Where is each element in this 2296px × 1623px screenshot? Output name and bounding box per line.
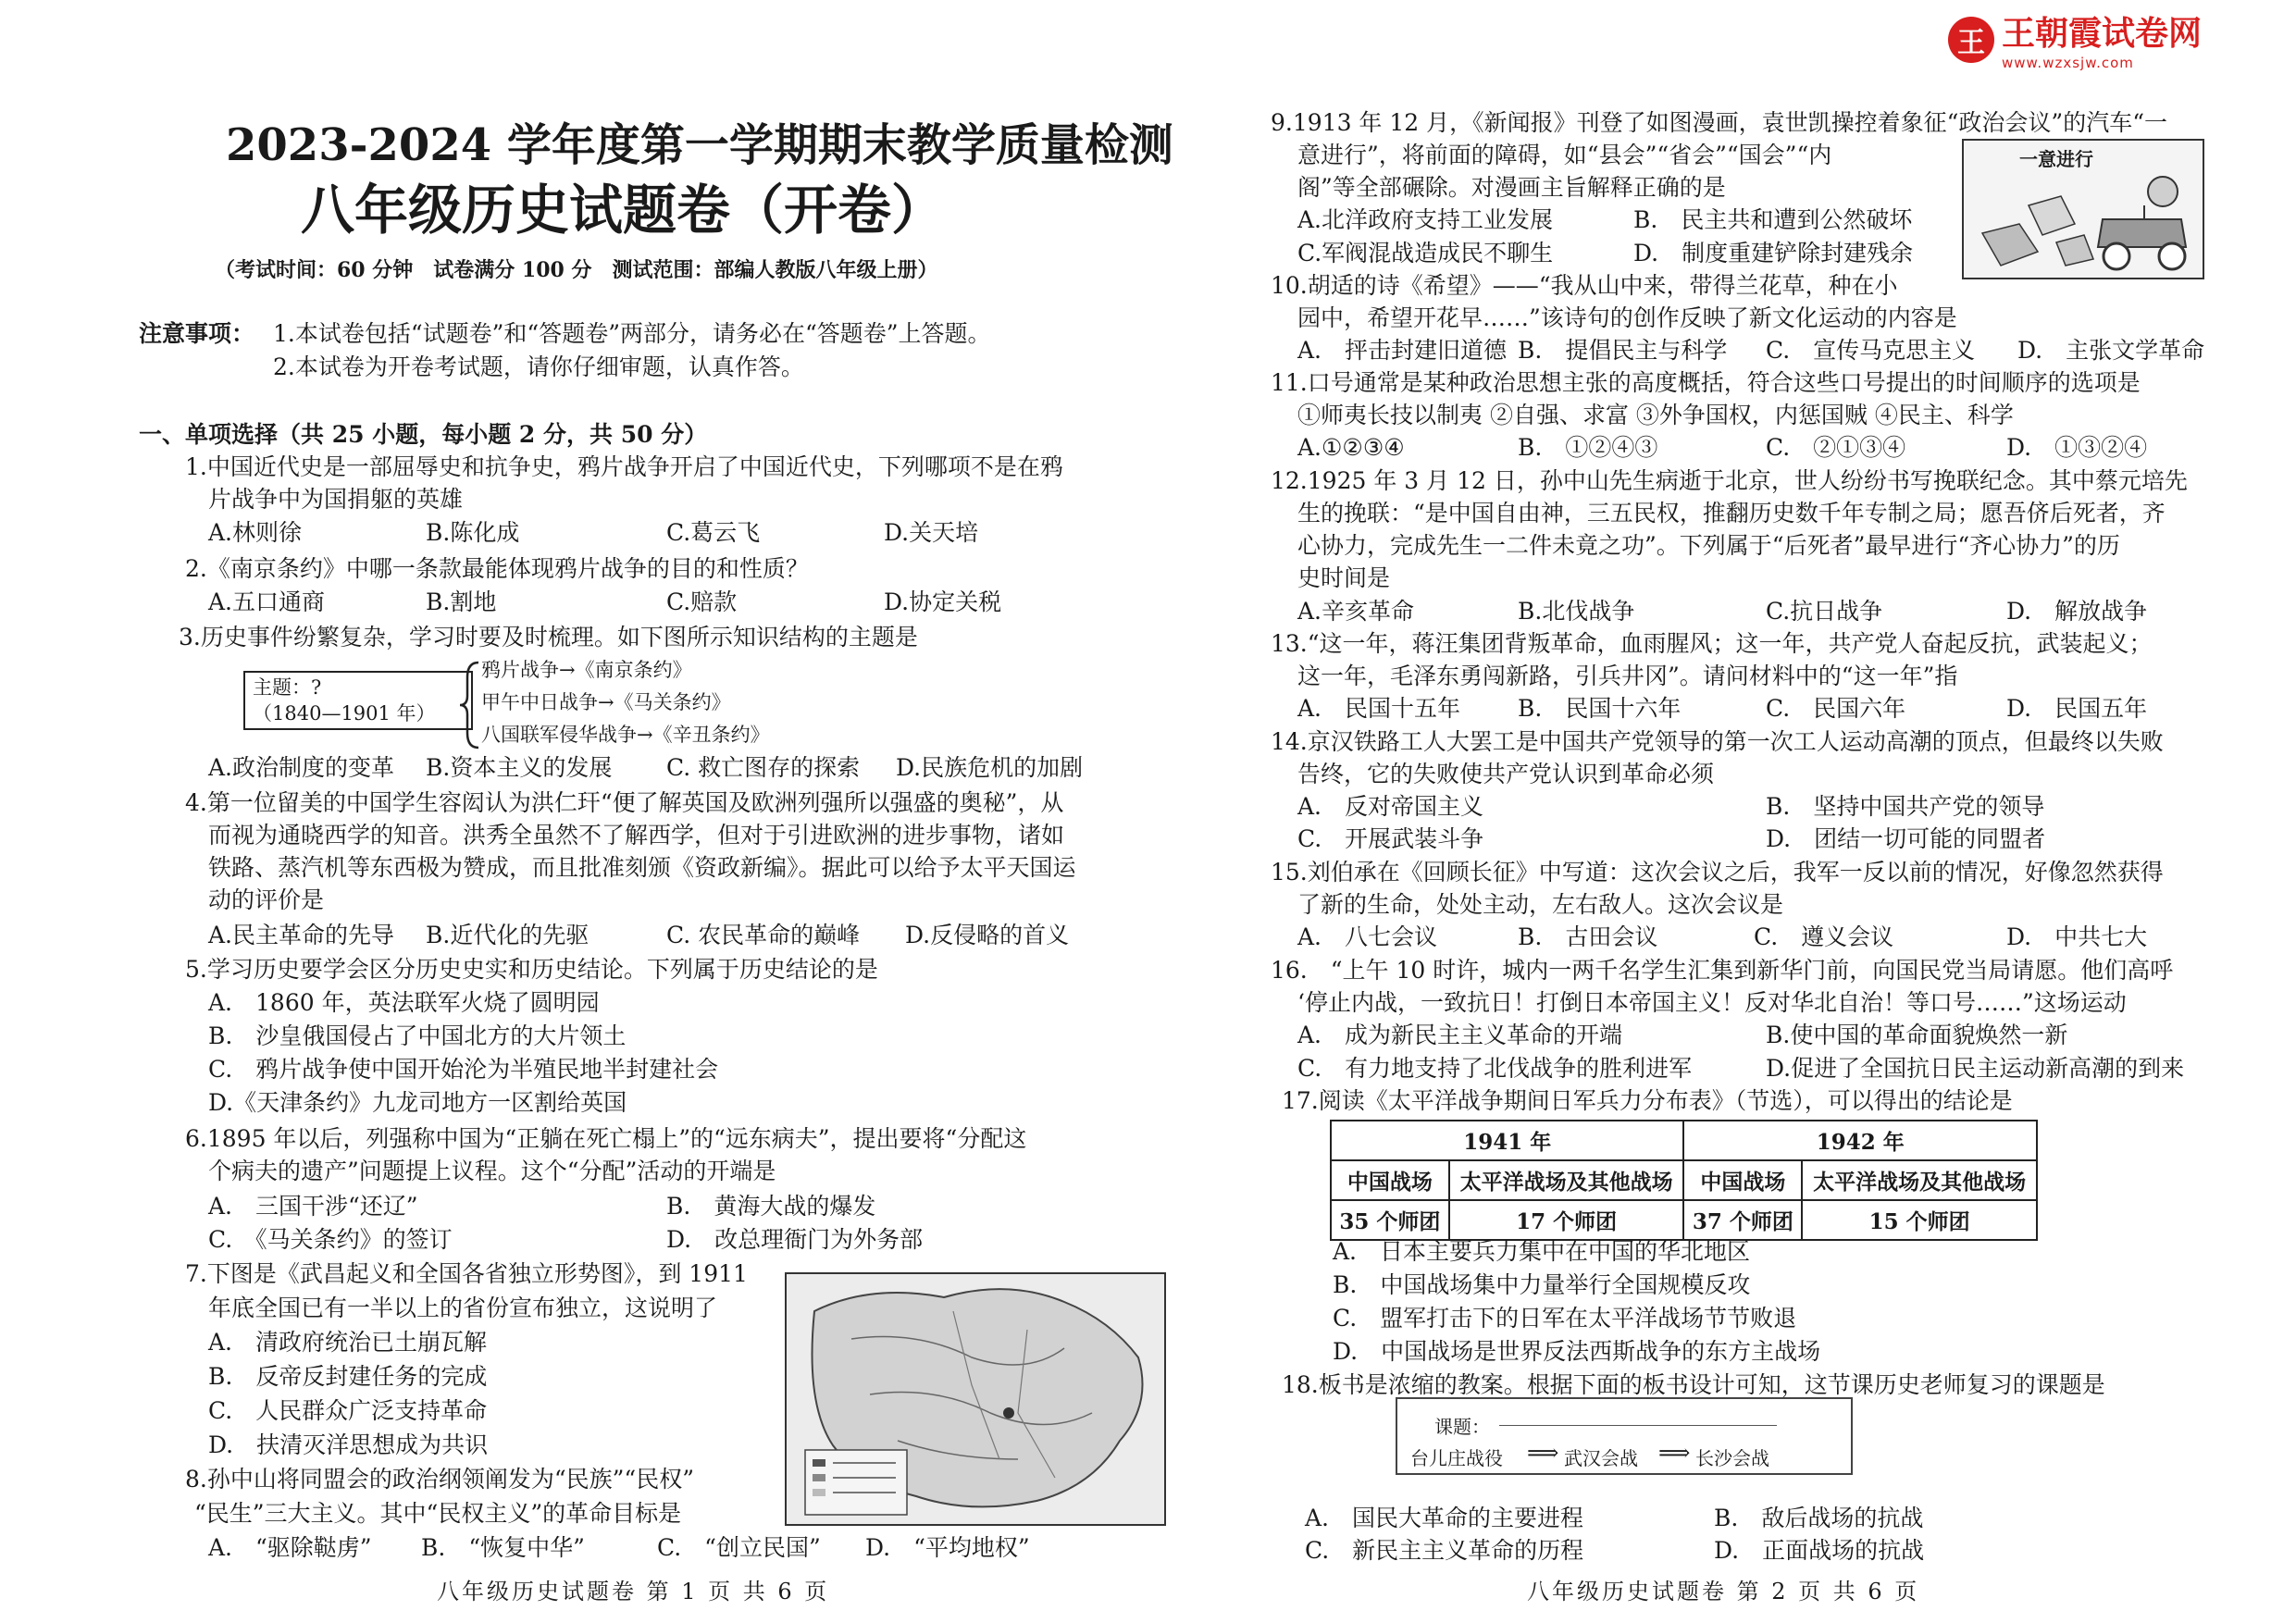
question-text: 片战争中为国捐躯的英雄	[208, 486, 464, 513]
question-option: B. 古田会议	[1518, 923, 1658, 950]
table-cell: 17 个师团	[1449, 1200, 1684, 1240]
question-text: 史时间是	[1297, 564, 1391, 591]
knowledge-structure-box	[243, 671, 473, 730]
question-option: A. 1860 年，英法联军火烧了圆明园	[208, 989, 600, 1016]
question-text: 5.学习历史要学会区分历史史实和历史结论。下列属于历史结论的是	[185, 956, 878, 983]
question-text: 这一年，毛泽东勇闯新路，引兵井冈”。请问材料中的“这一年”指	[1297, 663, 1958, 689]
cartoon-caption: 一意进行	[2019, 148, 2093, 170]
question-text: 9.1913 年 12 月，《新闻报》刊登了如图漫画，袁世凯操控着象征“政治会议”的汽车“一	[1271, 109, 2167, 136]
question-text: 阁”等全部碾除。对漫画主旨解释正确的是	[1297, 174, 1726, 201]
question-text: 14.京汉铁路工人大罢工是中国共产党领导的第一次工人运动高潮的顶点，但最终以失败	[1271, 728, 2164, 755]
double-arrow-icon: ⟹	[1658, 1440, 1691, 1466]
question-option: C. 救亡图存的探索	[666, 754, 861, 781]
question-option: C. “创立民国”	[657, 1534, 821, 1561]
question-text: 了新的生命，处处主动，左右敌人。这次会议是	[1297, 891, 1784, 918]
question-option: A.政治制度的变革	[208, 754, 395, 781]
question-option: B. 黄海大战的爆发	[666, 1193, 876, 1220]
structure-item: 鸦片战争→《南京条约》	[481, 659, 692, 681]
question-text: 心协力，完成先生一二件未竟之功”。下列属于“后死者”最早进行“齐心协力”的历	[1297, 532, 2120, 559]
question-option: C.抗日战争	[1766, 598, 1883, 625]
structure-item: 八国联军侵华战争→《辛丑条约》	[481, 724, 770, 746]
question-text: 个病夫的遗产”问题提上议程。这个“分配”活动的开端是	[208, 1158, 776, 1184]
question-option: B.近代化的先驱	[426, 922, 590, 948]
question-text: 告终，它的失败使共产党认识到革命必须	[1297, 761, 1715, 787]
logo-url: www.wzxsjw.com	[2002, 55, 2134, 71]
logo-name: 王朝霞试卷网	[2002, 15, 2203, 53]
cartoon-drawing	[1964, 168, 2203, 278]
question-option: D. 解放战争	[2006, 598, 2148, 625]
table-cell: 37 个师团	[1683, 1200, 1802, 1240]
question-option: D. 民国五年	[2006, 695, 2148, 722]
question-option: C. 鸦片战争使中国开始沦为半殖民地半封建社会	[208, 1056, 719, 1083]
notes-label: 注意事项：	[139, 320, 255, 347]
question-option: A.民主革命的先导	[208, 922, 395, 948]
question-option: B. 提倡民主与科学	[1518, 337, 1728, 364]
question-option: C. 开展武装斗争	[1297, 825, 1484, 852]
question-option: C. 宣传马克思主义	[1766, 337, 1976, 364]
question-option: D. 正面战场的抗战	[1714, 1537, 1925, 1564]
question-text: 3.历史事件纷繁复杂，学习时要及时梳理。如下图所示知识结构的主题是	[179, 624, 918, 650]
board-flow-item: 武汉会战	[1564, 1447, 1638, 1469]
exam-title: 2023-2024 学年度第一学期期末教学质量检测	[226, 119, 1173, 171]
question-option: D.促进了全国抗日民主运动新高潮的到来	[1766, 1055, 2185, 1082]
question-option: A.五口通商	[208, 588, 326, 615]
board-topic-label: 课题：	[1434, 1416, 1490, 1438]
table-header-year: 1941 年	[1331, 1121, 1683, 1160]
question-text: 18.板书是浓缩的教案。根据下面的板书设计可知，这节课历史老师复习的课题是	[1282, 1371, 2105, 1398]
cartoon-figure	[1962, 139, 2204, 279]
board-flow-item: 长沙会战	[1695, 1447, 1769, 1469]
question-option: D.协定关税	[884, 588, 1002, 615]
question-text: 13.“这一年，蒋汪集团背叛革命，血雨腥风；这一年，共产党人奋起反抗，武装起义；	[1271, 630, 2153, 657]
structure-item: 甲午中日战争→《马关条约》	[481, 691, 731, 713]
question-option: C. 盟军打击下的日军在太平洋战场节节败退	[1333, 1305, 1797, 1332]
question-option: C. 新民主主义革命的历程	[1305, 1537, 1584, 1564]
question-text: 意进行”，将前面的障碍，如“县会”“省会”“国会”“内	[1297, 142, 1832, 168]
troop-distribution-table	[1330, 1120, 2038, 1241]
question-text: 2.《南京条约》中哪一条款最能体现鸦片战争的目的和性质？	[185, 555, 809, 582]
question-option: C. 人民群众广泛支持革命	[208, 1397, 488, 1424]
question-option: A. “驱除鞑虏”	[208, 1534, 372, 1561]
question-text: 17.阅读《太平洋战争期间日军兵力分布表》（节选），可以得出的结论是	[1282, 1087, 2013, 1114]
question-option: D.反侵略的首义	[905, 922, 1070, 948]
table-col-header: 太平洋战场及其他战场	[1449, 1160, 1684, 1200]
table-col-header: 中国战场	[1331, 1160, 1449, 1200]
question-option: D.关天培	[884, 519, 979, 546]
structure-theme: 主题：?	[253, 676, 322, 699]
blackboard-design	[1396, 1397, 1853, 1475]
brace-icon	[458, 659, 484, 751]
question-option: A. 日本主要兵力集中在中国的华北地区	[1333, 1238, 1751, 1265]
question-option: A. 清政府统治已土崩瓦解	[208, 1329, 488, 1356]
question-option: B.割地	[426, 588, 497, 615]
question-option: B. ①②④③	[1518, 434, 1658, 461]
question-option: C.赔款	[666, 588, 738, 615]
question-text: 生的挽联：“是中国自由神，三五民权，推翻历史数千年专制之局；愿吾侪后死者，齐	[1297, 500, 2166, 527]
question-option: B.资本主义的发展	[426, 754, 613, 781]
page-footer: 八年级历史试题卷 第 2 页 共 6 页	[1527, 1579, 1920, 1604]
question-text: 11.口号通常是某种政治思想主张的高度概括，符合这些口号提出的时间顺序的选项是	[1271, 369, 2141, 396]
note-item: 1.本试卷包括“试题卷”和“答题卷”两部分，请务必在“答题卷”上答题。	[273, 320, 991, 347]
table-col-header: 太平洋战场及其他战场	[1802, 1160, 2037, 1200]
question-option: B. 中国战场集中力量举行全国规模反攻	[1333, 1271, 1751, 1298]
question-option: C.军阀混战造成民不聊生	[1297, 240, 1554, 266]
question-text: 15.刘伯承在《回顾长征》中写道：这次会议之后，我军一反以前的情况，好像忽然获得	[1271, 859, 2164, 886]
question-option: B. 反帝反封建任务的完成	[208, 1363, 488, 1390]
question-text: “民生”三大主义。其中“民权主义”的革命目标是	[194, 1500, 682, 1527]
logo-mark-icon: 王	[1948, 17, 1994, 63]
question-text: 年底全国已有一半以上的省份宣布独立，这说明了	[208, 1295, 718, 1321]
question-text: 4.第一位留美的中国学生容闳认为洪仁玕“便了解英国及欧洲列强所以强盛的奥秘”，从	[185, 789, 1064, 816]
question-text: 12.1925 年 3 月 12 日，孙中山先生病逝于北京，世人纷纷书写挽联纪念。其中蔡元培先	[1271, 467, 2188, 494]
question-text: 8.孙中山将同盟会的政治纲领阐发为“民族”“民权”	[185, 1466, 694, 1493]
question-text: 园中，希望开花早……”该诗句的创作反映了新文化运动的内容是	[1297, 304, 1957, 331]
question-text: 铁路、蒸汽机等东西极为赞成，而且批准刻颁《资政新编》。据此可以给予太平天国运	[208, 854, 1076, 881]
question-text: 16. “上午 10 时许，城内一两千名学生汇集到新华门前，向国民党当局请愿。他们高呼	[1271, 957, 2174, 984]
question-option: D. ①③②④	[2006, 434, 2148, 461]
question-option: A. 国民大革命的主要进程	[1305, 1505, 1584, 1531]
page-footer: 八年级历史试题卷 第 1 页 共 6 页	[437, 1579, 830, 1604]
table-row	[1331, 1160, 2037, 1200]
question-option: A.北洋政府支持工业发展	[1297, 206, 1554, 233]
question-option: C. 有力地支持了北伐战争的胜利进军	[1297, 1055, 1693, 1082]
question-option: A. 反对帝国主义	[1297, 793, 1484, 820]
wuchang-uprising-map	[785, 1272, 1166, 1526]
structure-period: （1840—1901 年）	[253, 702, 436, 725]
question-option: A. 三国干涉“还辽”	[208, 1193, 418, 1220]
table-col-header: 中国战场	[1683, 1160, 1802, 1200]
question-text: ①师夷长技以制夷 ②自强、求富 ③外争国权，内惩国贼 ④民主、科学	[1297, 402, 2014, 428]
site-logo	[1948, 7, 2202, 71]
question-option: D. 制度重建铲除封建残余	[1633, 240, 1914, 266]
exam-info: （考试时间：60 分钟 试卷满分 100 分 测试范围：部编人教版八年级上册）	[215, 258, 938, 282]
note-item: 2.本试卷为开卷考试题，请你仔细审题，认真作答。	[273, 353, 804, 380]
question-option: A.辛亥革命	[1297, 598, 1415, 625]
question-option: A.林则徐	[208, 519, 303, 546]
question-option: C. 民国六年	[1766, 695, 1906, 722]
board-blank-line	[1499, 1425, 1777, 1426]
question-option: D. 中国战场是世界反法西斯战争的东方主战场	[1333, 1338, 1821, 1365]
question-option: D. 改总理衙门为外务部	[666, 1226, 924, 1253]
question-option: B. 坚持中国共产党的领导	[1766, 793, 2045, 820]
question-option: B.北伐战争	[1518, 598, 1635, 625]
section-heading: 一、单项选择（共 25 小题，每小题 2 分，共 50 分）	[139, 421, 708, 448]
question-option: C.葛云飞	[666, 519, 761, 546]
question-option: D.民族危机的加剧	[896, 754, 1084, 781]
question-option: A. 抨击封建旧道德	[1297, 337, 1508, 364]
question-option: D. 中共七大	[2006, 923, 2148, 950]
table-cell: 15 个师团	[1802, 1200, 2037, 1240]
question-option: B. 敌后战场的抗战	[1714, 1505, 1924, 1531]
board-flow-item: 台儿庄战役	[1410, 1447, 1503, 1469]
question-option: A. 成为新民主主义革命的开端	[1297, 1022, 1623, 1048]
question-option: A. 民国十五年	[1297, 695, 1461, 722]
question-option: B. “恢复中华”	[421, 1534, 585, 1561]
exam-page-2	[1148, 0, 2296, 1623]
question-option: D.《天津条约》九龙司地方一区割给英国	[208, 1089, 627, 1116]
question-option: B. 民国十六年	[1518, 695, 1682, 722]
question-text: 10.胡适的诗《希望》——“我从山中来，带得兰花草，种在小	[1271, 272, 1898, 299]
question-option: B. 沙皇俄国侵占了中国北方的大片领土	[208, 1022, 627, 1049]
question-option: D. 扶清灭洋思想成为共识	[208, 1431, 489, 1458]
table-row	[1331, 1121, 2037, 1160]
question-option: B.陈化成	[426, 519, 520, 546]
question-text: 而视为通晓西学的知音。洪秀全虽然不了解西学，但对于引进欧洲的进步事物，诸如	[208, 822, 1065, 849]
question-text: 6.1895 年以后，列强称中国为“正躺在死亡榻上”的“远东病夫”，提出要将“分配这	[185, 1125, 1027, 1152]
double-arrow-icon: ⟹	[1527, 1440, 1559, 1466]
question-text: 7.下图是《武昌起义和全国各省独立形势图》，到 1911	[185, 1260, 748, 1287]
question-option: D. “平均地权”	[865, 1534, 1030, 1561]
question-option: A.①②③④	[1297, 434, 1405, 461]
table-header-year: 1942 年	[1683, 1121, 2037, 1160]
question-option: C. 农民革命的巅峰	[666, 922, 861, 948]
table-row	[1331, 1200, 2037, 1240]
table-cell: 35 个师团	[1331, 1200, 1449, 1240]
question-option: B.使中国的革命面貌焕然一新	[1766, 1022, 2068, 1048]
question-text: 1.中国近代史是一部屈辱史和抗争史，鸦片战争开启了中国近代史，下列哪项不是在鸦	[185, 453, 1063, 480]
question-text: ‘停止内战，一致抗日！打倒日本帝国主义！反对华北自治！等口号……”这场运动	[1297, 989, 2127, 1016]
question-option: A. 八七会议	[1297, 923, 1438, 950]
question-option: D. 团结一切可能的同盟者	[1766, 825, 2046, 852]
question-option: C. ②①③④	[1766, 434, 1906, 461]
question-option: B. 民主共和遭到公然破坏	[1633, 206, 1913, 233]
question-option: D. 主张文学革命	[2017, 337, 2205, 364]
question-option: C. 遵义会议	[1754, 923, 1894, 950]
question-option: C. 《马关条约》的签订	[208, 1226, 453, 1253]
exam-subtitle: 八年级历史试题卷（开卷）	[301, 179, 946, 242]
question-text: 动的评价是	[208, 886, 325, 913]
